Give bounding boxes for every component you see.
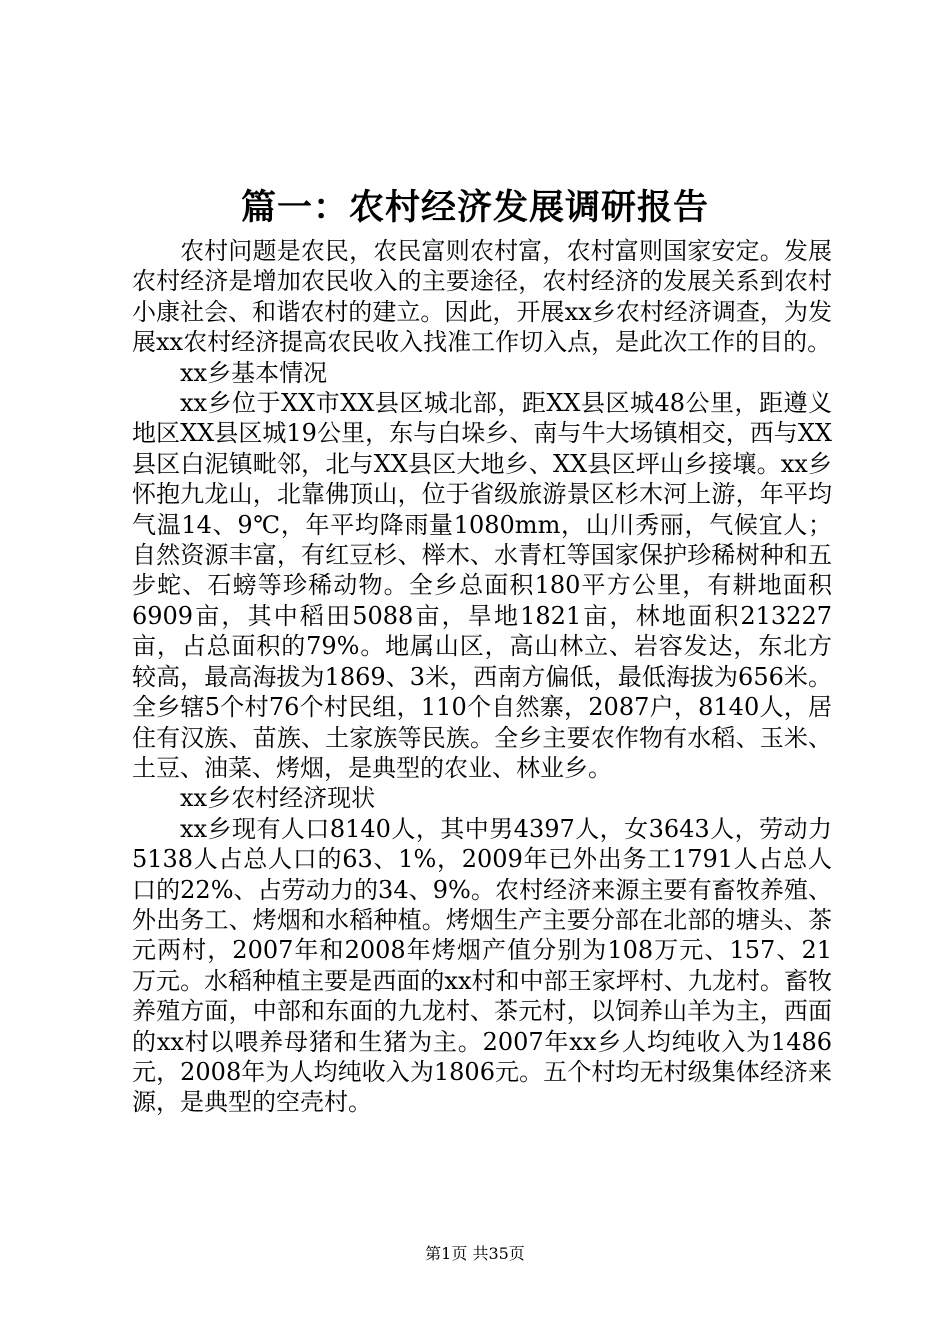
paragraph-economy-status: xx乡现有人口8140人，其中男4397人，女3643人，劳动力5138人占总人口的63、1%，2009年已外出务工1791人占总人口的22%、占劳动力的34、9%。农村经济来源主要有畜牧养殖、外出务工、烤烟和水稻种植。烤烟生产主要分部在北部的塘头、茶元两村，2007年和2008年烤烟产值分别为108万元、157、21万元。水稻种植主要是西面的xx村和中部王家坪村、九龙村。畜牧养殖方面，中部和东面的九龙村、茶元村，以饲养山羊为主，西面的xx村以喂养母猪和生猪为主。2007年xx乡人均纯收入为1486元，2008年为人均纯收入为1806元。五个村均无村级集体经济来源，是典型的空壳村。 bbox=[132, 814, 832, 1117]
page-footer: 第1页 共35页 bbox=[425, 1244, 525, 1263]
document-body bbox=[132, 236, 832, 1118]
paragraph-intro: 农村问题是农民，农民富则农村富，农村富则国家安定。发展农村经济是增加农民收入的主要途径，农村经济的发展关系到农村小康社会、和谐农村的建立。因此，开展xx乡农村经济调查，为发展xx农村经济提高农民收入找准工作切入点，是此次工作的目的。 bbox=[132, 237, 832, 357]
section-heading-economy-status: xx乡农村经济现状 bbox=[180, 784, 376, 813]
document-title: 篇一：农村经济发展调研报告 bbox=[240, 188, 709, 228]
paragraph-basic-info: xx乡位于XX市XX县区城北部，距XX县区城48公里，距遵义地区XX县区城19公里，东与白垛乡、南与牛大场镇相交，西与XX县区白泥镇毗邻，北与XX县区大地乡、XX县区坪山乡接壤。xx乡怀抱九龙山，北靠佛顶山，位于省级旅游景区杉木河上游，年平均气温14、9℃，年平均降雨量1080mm，山川秀丽，气候宜人；自然资源丰富，有红豆杉、榉木、水青杠等国家保护珍稀树种和五步蛇、石螃等珍稀动物。全乡总面积180平方公里，有耕地面积6909亩，其中稻田5088亩，旱地1821亩，林地面积213227亩，占总面积的79%。地属山区，高山林立、岩容发达，东北方较高，最高海拔为1869、3米，西南方偏低，最低海拔为656米。全乡辖5个村76个村民组，110个自然寨，2087户，8140人，居住有汉族、苗族、土家族等民族。全乡主要农作物有水稻、玉米、土豆、油菜、烤烟，是典型的农业、林业乡。 bbox=[132, 389, 832, 782]
section-heading-basic-info: xx乡基本情况 bbox=[180, 358, 328, 387]
